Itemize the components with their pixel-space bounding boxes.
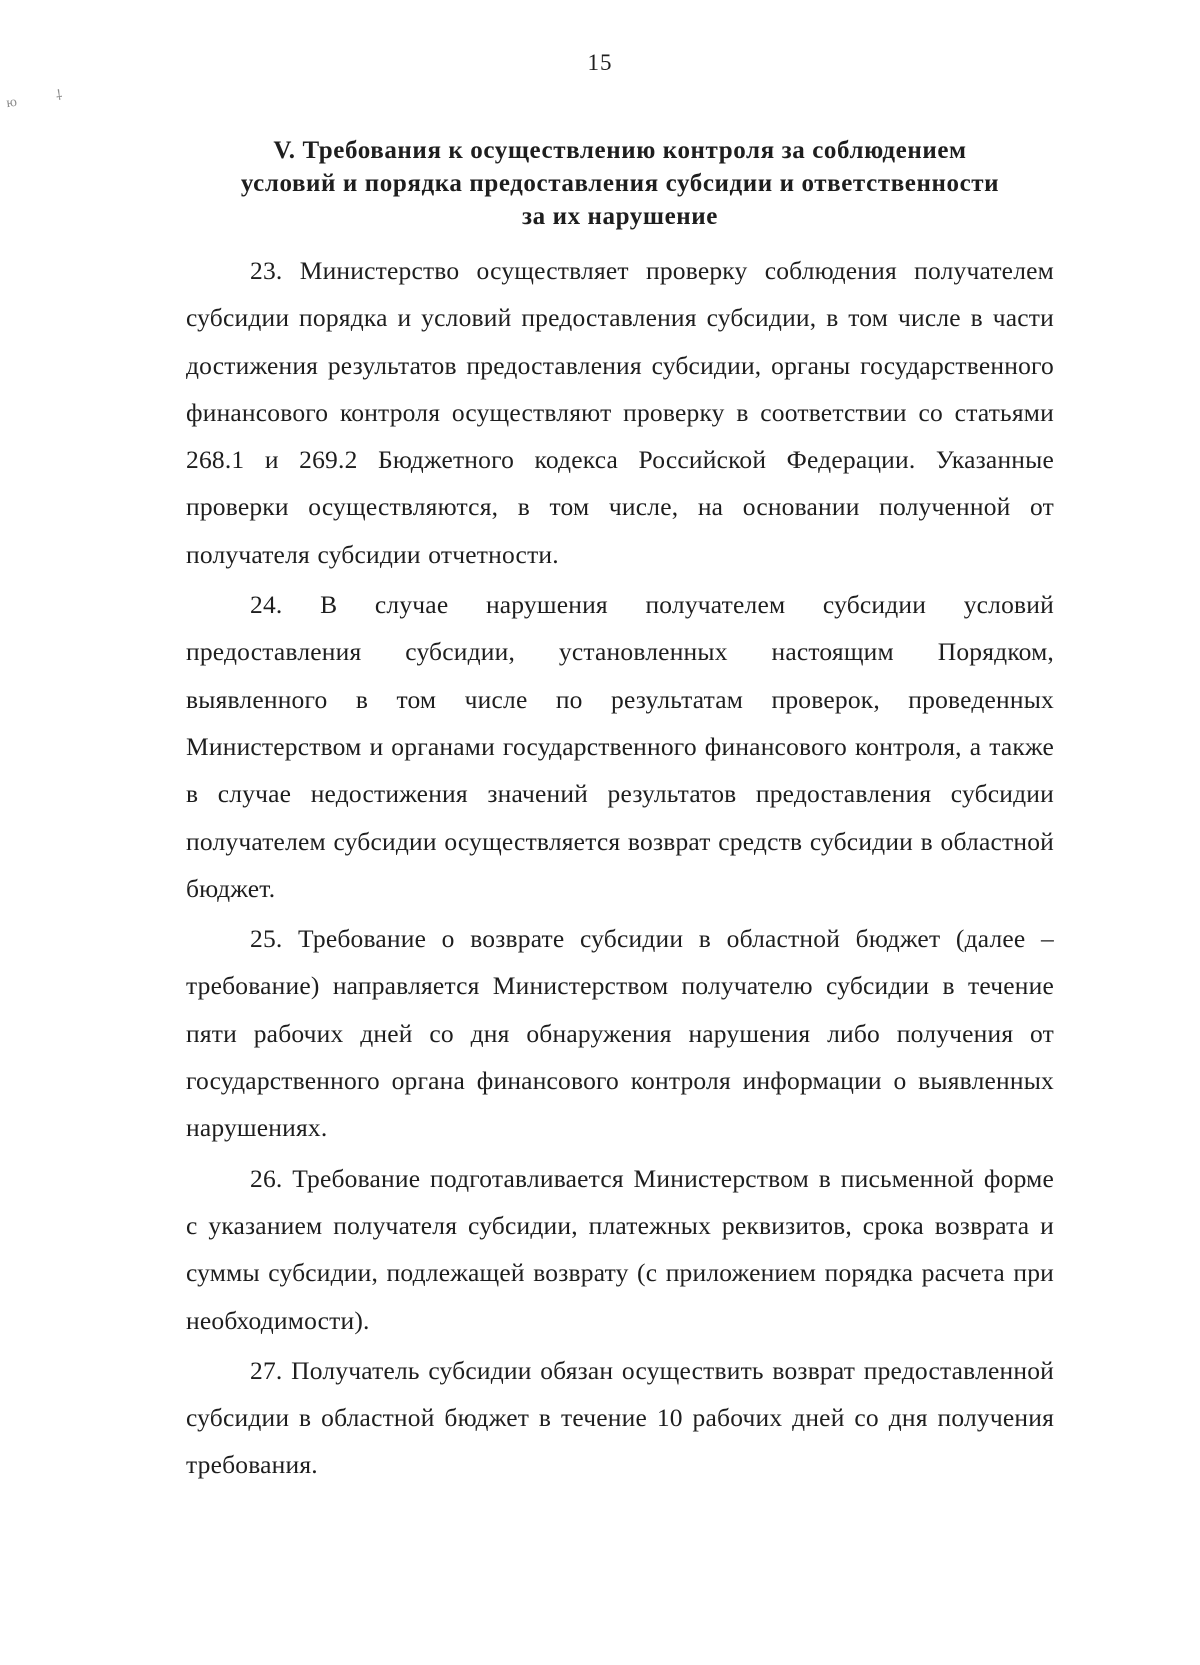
document-body [186,247,1054,1492]
section-heading-line: за их нарушение [521,203,719,230]
section-heading-line: V. Требования к осуществлению контроля за соблюдением [273,137,967,164]
paragraph-24: 24. В случае нарушения получателем субсидии условий предоставления субсидии, установленных настоящим Порядком, выявленного в том числе по результатам проверок, проведенных Министерством и органами государственного финансового контроля, а также в случае недостижения значений результатов предоставления субсидии получателем субсидии осуществляется возврат средств субсидии в областной бюджет. [186,590,1054,903]
paragraph-27: 27. Получатель субсидии обязан осуществить возврат предоставленной субсидии в областной бюджет в течение 10 рабочих дней со дня получения требования. [186,1355,1054,1480]
page-number: 15 [587,50,613,75]
scan-margin-mark: ю ⸸ [5,85,82,112]
section-heading-line: условий и порядка предоставления субсидии и ответственности [240,170,1000,197]
paragraph-26: 26. Требование подготавливается Министерством в письменной форме с указанием получателя субсидии, платежных реквизитов, срока возврата и суммы субсидии, подлежащей возврату (с приложением порядка расчета при необходимости). [186,1163,1054,1335]
paragraph-25: 25. Требование о возврате субсидии в областной бюджет (далее – требование) направляется Министерством получателю субсидии в течение пяти рабочих дней со дня обнаружения нарушения либо получения от государственного органа финансового контроля информации о выявленных нарушениях. [186,924,1054,1143]
section-heading [185,134,1055,233]
paragraph-23: 23. Министерство осуществляет проверку соблюдения получателем субсидии порядка и условий предоставления субсидии, в том числе в части достижения результатов предоставления субсидии, органы государственного финансового контроля осуществляют проверку в соответствии со статьями 268.1 и 269.2 Бюджетного кодекса Российской Федерации. Указанные проверки осуществляются, в том числе, на основании полученной от получателя субсидии отчетности. [186,256,1054,569]
